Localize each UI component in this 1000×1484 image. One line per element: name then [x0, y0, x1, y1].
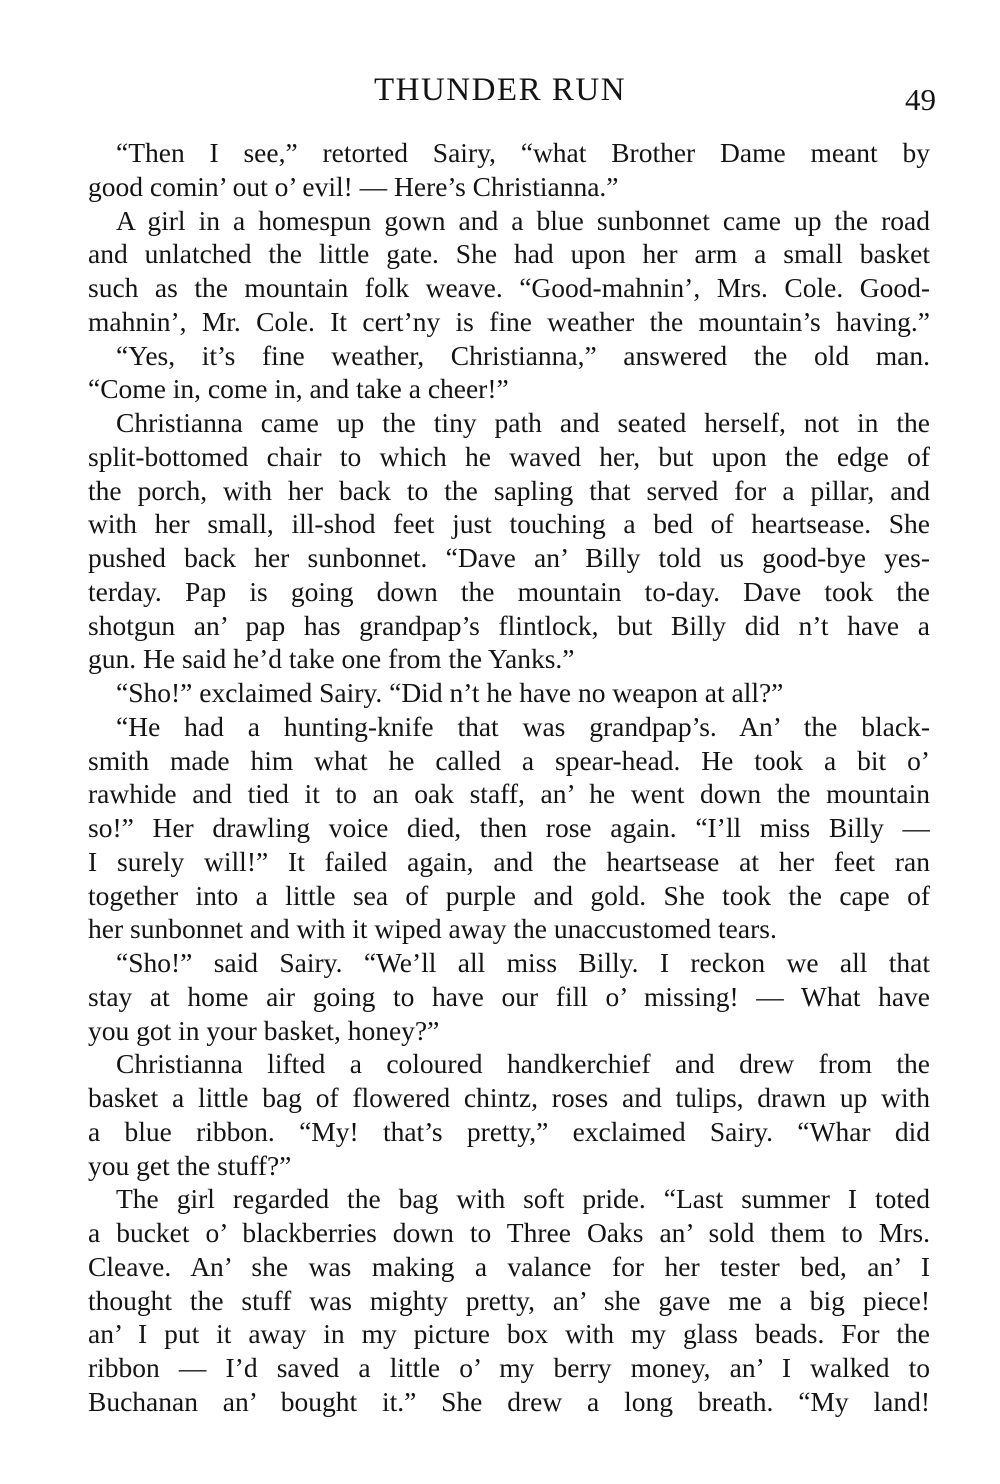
text-line: such as the mountain folk weave. “Good-mahnin’, Mrs. Cole. Good- [88, 272, 930, 303]
text-line: thought the stuff was mighty pretty, an’ she gave me a big piece! [88, 1284, 930, 1316]
text-line: mahnin’, Mr. Cole. It cert’ny is fine weather the mountain’s having.” [88, 305, 930, 337]
text-line: A girl in a homespun gown and a blue sunbonnet came up the road [116, 204, 930, 236]
running-title: THUNDER RUN [373, 72, 627, 108]
text-line: basket a little bag of flowered chintz, roses and tulips, drawn up with [88, 1082, 930, 1113]
text-line: split-bottomed chair to which he waved her, but upon the edge of [88, 440, 930, 472]
text-line: a blue ribbon. “My! that’s pretty,” exclaimed Sairy. “Whar did [88, 1115, 930, 1147]
text-line: the porch, with her back to the sapling that served for a pillar, and [88, 474, 930, 506]
text-line: “Yes, it’s fine weather, Christianna,” answered the old man. [116, 339, 930, 371]
text-line: terday. Pap is going down the mountain to-day. Dave took the [88, 575, 930, 607]
text-line: “He had a hunting-knife that was grandpap’s. An’ the black- [116, 710, 930, 742]
text-line: I surely will!” It failed again, and the heartsease at her feet ran [88, 845, 930, 877]
text-line: “Sho!” exclaimed Sairy. “Did n’t he have no weapon at all?” [116, 677, 784, 708]
text-line: Cleave. An’ she was making a valance for her tester bed, an’ I [88, 1250, 930, 1282]
text-line: “Then I see,” retorted Sairy, “what Brother Dame meant by [116, 137, 930, 168]
text-line: ribbon — I’d saved a little o’ my berry money, an’ I walked to [88, 1352, 930, 1383]
text-line: so!” Her drawling voice died, then rose again. “I’ll miss Billy — [88, 812, 930, 843]
text-line: gun. He said he’d take one from the Yanks.” [88, 643, 575, 675]
text-line: with her small, ill-shod feet just touching a bed of heartsease. She [88, 508, 930, 540]
text-line: you got in your basket, honey?” [88, 1014, 440, 1046]
body-text [88, 136, 930, 1419]
text-line: and unlatched the little gate. She had upon her arm a small basket [88, 238, 930, 270]
text-line: her sunbonnet and with it wiped away the unaccustomed tears. [88, 913, 777, 945]
text-line: “Come in, come in, and take a cheer!” [88, 373, 509, 405]
text-line: The girl regarded the bag with soft pride. “Last summer I toted [116, 1183, 930, 1215]
text-line: you get the stuff?” [88, 1149, 292, 1181]
page-number: 49 [905, 82, 936, 117]
text-line: rawhide and tied it to an oak staff, an’ he went down the mountain [88, 778, 930, 810]
text-line: good comin’ out o’ evil! — Here’s Christianna.” [88, 170, 619, 202]
text-line: stay at home air going to have our fill o’ missing! — What have [88, 980, 930, 1012]
text-line: Christianna came up the tiny path and seated herself, not in the [116, 407, 930, 438]
text-line: together into a little sea of purple and gold. She took the cape of [88, 879, 930, 911]
text-line: Buchanan an’ bought it.” She drew a long breath. “My land! [88, 1385, 930, 1417]
text-line: Christianna lifted a coloured handkerchief and drew from the [116, 1048, 930, 1080]
text-line: smith made him what he called a spear-head. He took a bit o’ [88, 744, 930, 776]
text-line: an’ I put it away in my picture box with my glass beads. For the [88, 1318, 930, 1350]
text-line: a bucket o’ blackberries down to Three Oaks an’ sold them to Mrs. [88, 1217, 930, 1248]
text-line: “Sho!” said Sairy. “We’ll all miss Billy. I reckon we all that [116, 947, 930, 978]
text-line: shotgun an’ pap has grandpap’s flintlock, but Billy did n’t have a [88, 609, 930, 641]
text-line: pushed back her sunbonnet. “Dave an’ Billy told us good-bye yes- [88, 542, 930, 573]
running-head [0, 66, 1000, 117]
